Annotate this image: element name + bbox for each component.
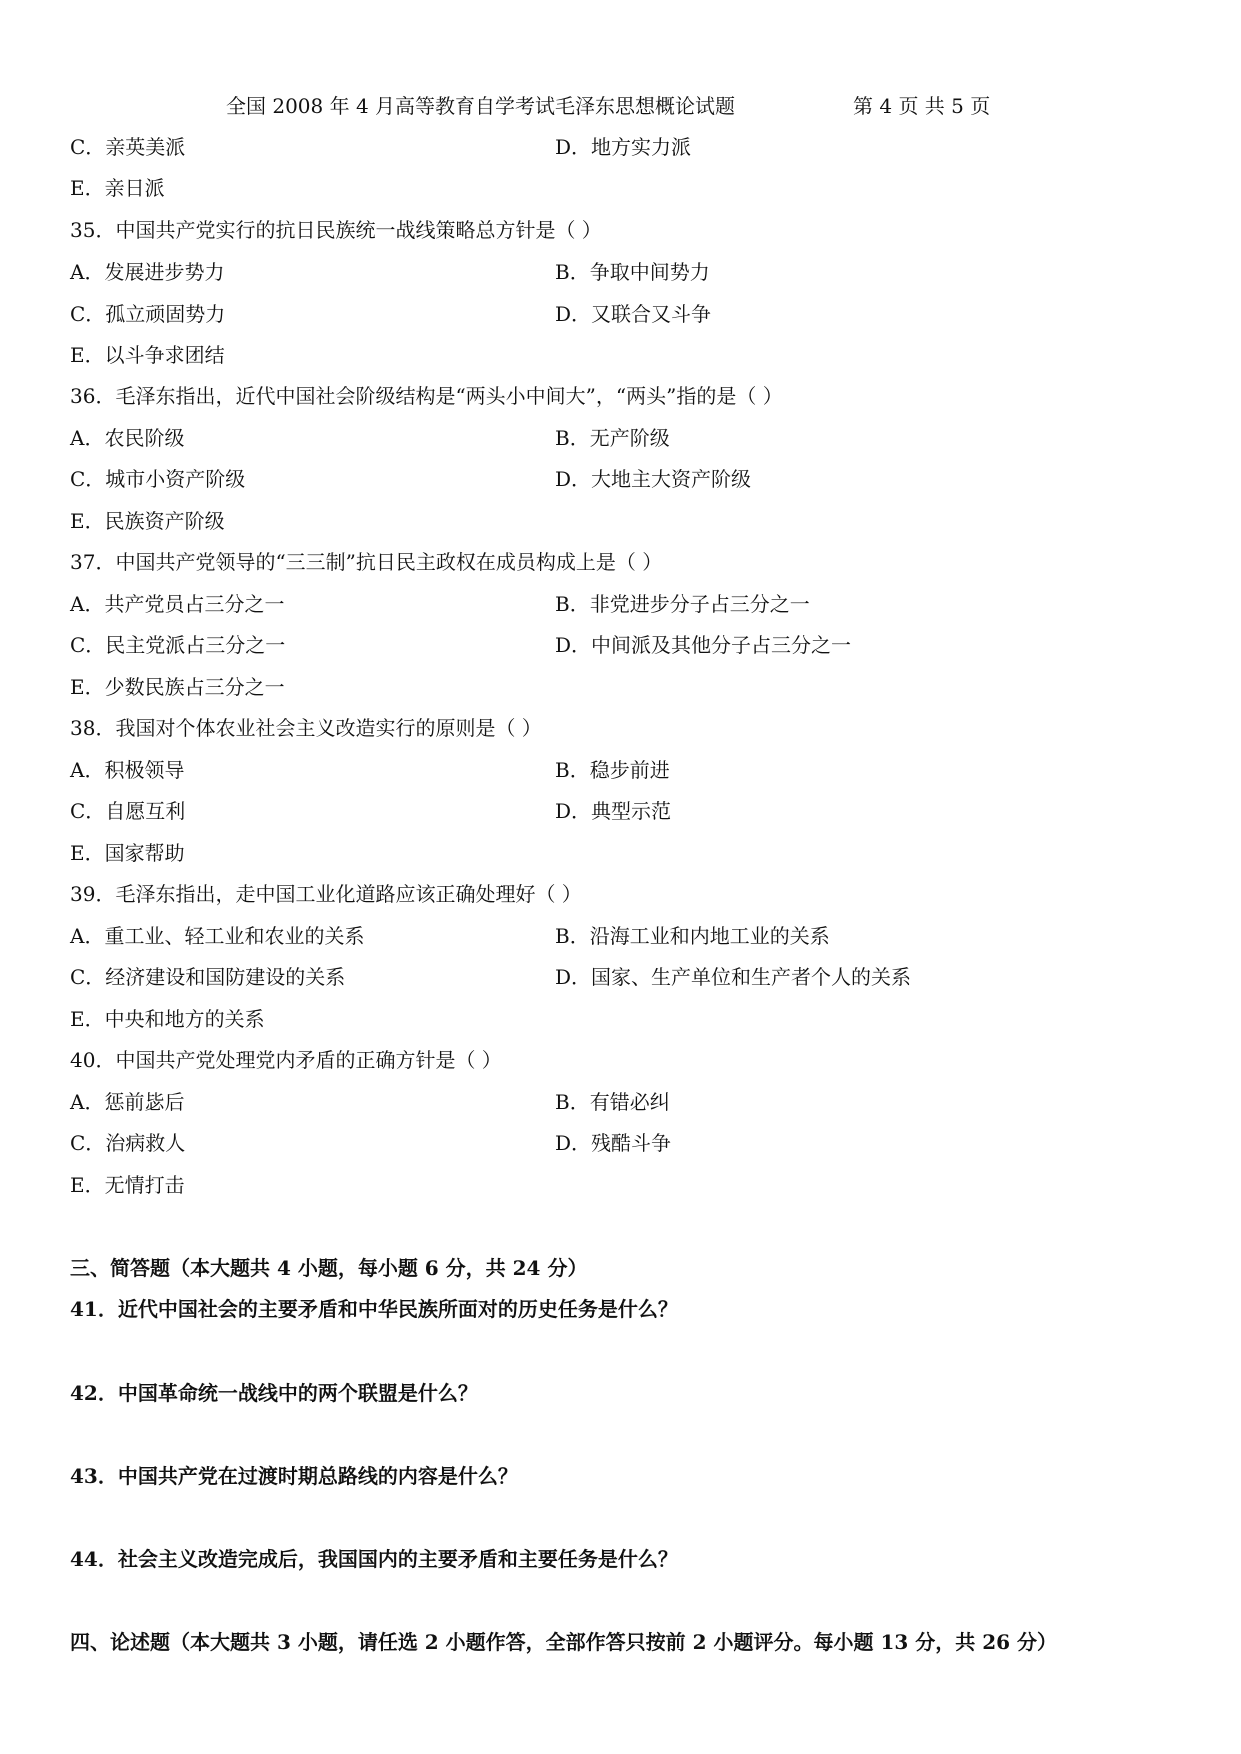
question-38: 38．我国对个体农业社会主义改造实行的原则是（ ） <box>70 716 542 740</box>
option-row: C．孤立顽固势力 D．又联合又斗争 <box>70 302 712 326</box>
page-header <box>226 90 991 119</box>
option-row: E．国家帮助 <box>70 841 185 865</box>
section-heading: 三、简答题（本大题共 4 小题，每小题 6 分，共 24 分） <box>70 1256 588 1280</box>
question-41: 41．近代中国社会的主要矛盾和中华民族所面对的历史任务是什么？ <box>70 1297 678 1321</box>
option-row: C．民主党派占三分之一 D．中间派及其他分子占三分之一 <box>70 633 852 657</box>
page-number: 第 4 页 共 5 页 <box>853 94 991 118</box>
option-row: A．重工业、轻工业和农业的关系 B．沿海工业和内地工业的关系 <box>70 924 830 948</box>
option-row: E．少数民族占三分之一 <box>70 675 285 699</box>
exam-title: 全国 2008 年 4 月高等教育自学考试毛泽东思想概论试题 <box>226 94 736 118</box>
option-row: E．亲日派 <box>70 176 165 200</box>
option-row: C．治病救人 D．残酷斗争 <box>70 1131 672 1155</box>
question-36: 36．毛泽东指出，近代中国社会阶级结构是“两头小中间大”，“两头”指的是（ ） <box>70 384 783 408</box>
option-row: C．自愿互利 D．典型示范 <box>70 799 672 823</box>
option-row: C．亲英美派 D．地方实力派 <box>70 135 692 159</box>
question-44: 44．社会主义改造完成后，我国国内的主要矛盾和主要任务是什么？ <box>70 1547 678 1571</box>
option-row: E．民族资产阶级 <box>70 509 225 533</box>
option-row: C．城市小资产阶级 D．大地主大资产阶级 <box>70 467 752 491</box>
option-row: E．中央和地方的关系 <box>70 1007 265 1031</box>
option-row: A．惩前毖后 B．有错必纠 <box>70 1090 670 1114</box>
option-row: C．经济建设和国防建设的关系 D．国家、生产单位和生产者个人的关系 <box>70 965 912 989</box>
option-row: E．以斗争求团结 <box>70 343 225 367</box>
question-42: 42．中国革命统一战线中的两个联盟是什么？ <box>70 1381 478 1405</box>
option-row: A．共产党员占三分之一 B．非党进步分子占三分之一 <box>70 592 810 616</box>
question-35: 35．中国共产党实行的抗日民族统一战线策略总方针是（ ） <box>70 218 602 242</box>
option-row: A．发展进步势力 B．争取中间势力 <box>70 260 710 284</box>
question-39: 39．毛泽东指出，走中国工业化道路应该正确处理好（ ） <box>70 882 582 906</box>
option-row: A．农民阶级 B．无产阶级 <box>70 426 670 450</box>
question-43: 43．中国共产党在过渡时期总路线的内容是什么？ <box>70 1464 518 1488</box>
option-row: E．无情打击 <box>70 1173 185 1197</box>
question-37: 37．中国共产党领导的“三三制”抗日民主政权在成员构成上是（ ） <box>70 550 663 574</box>
option-row: A．积极领导 B．稳步前进 <box>70 758 670 782</box>
section-heading: 四、论述题（本大题共 3 小题，请任选 2 小题作答，全部作答只按前 2 小题评分。每小题 13 分，共 26 分） <box>70 1630 1058 1654</box>
question-40: 40．中国共产党处理党内矛盾的正确方针是（ ） <box>70 1048 502 1072</box>
